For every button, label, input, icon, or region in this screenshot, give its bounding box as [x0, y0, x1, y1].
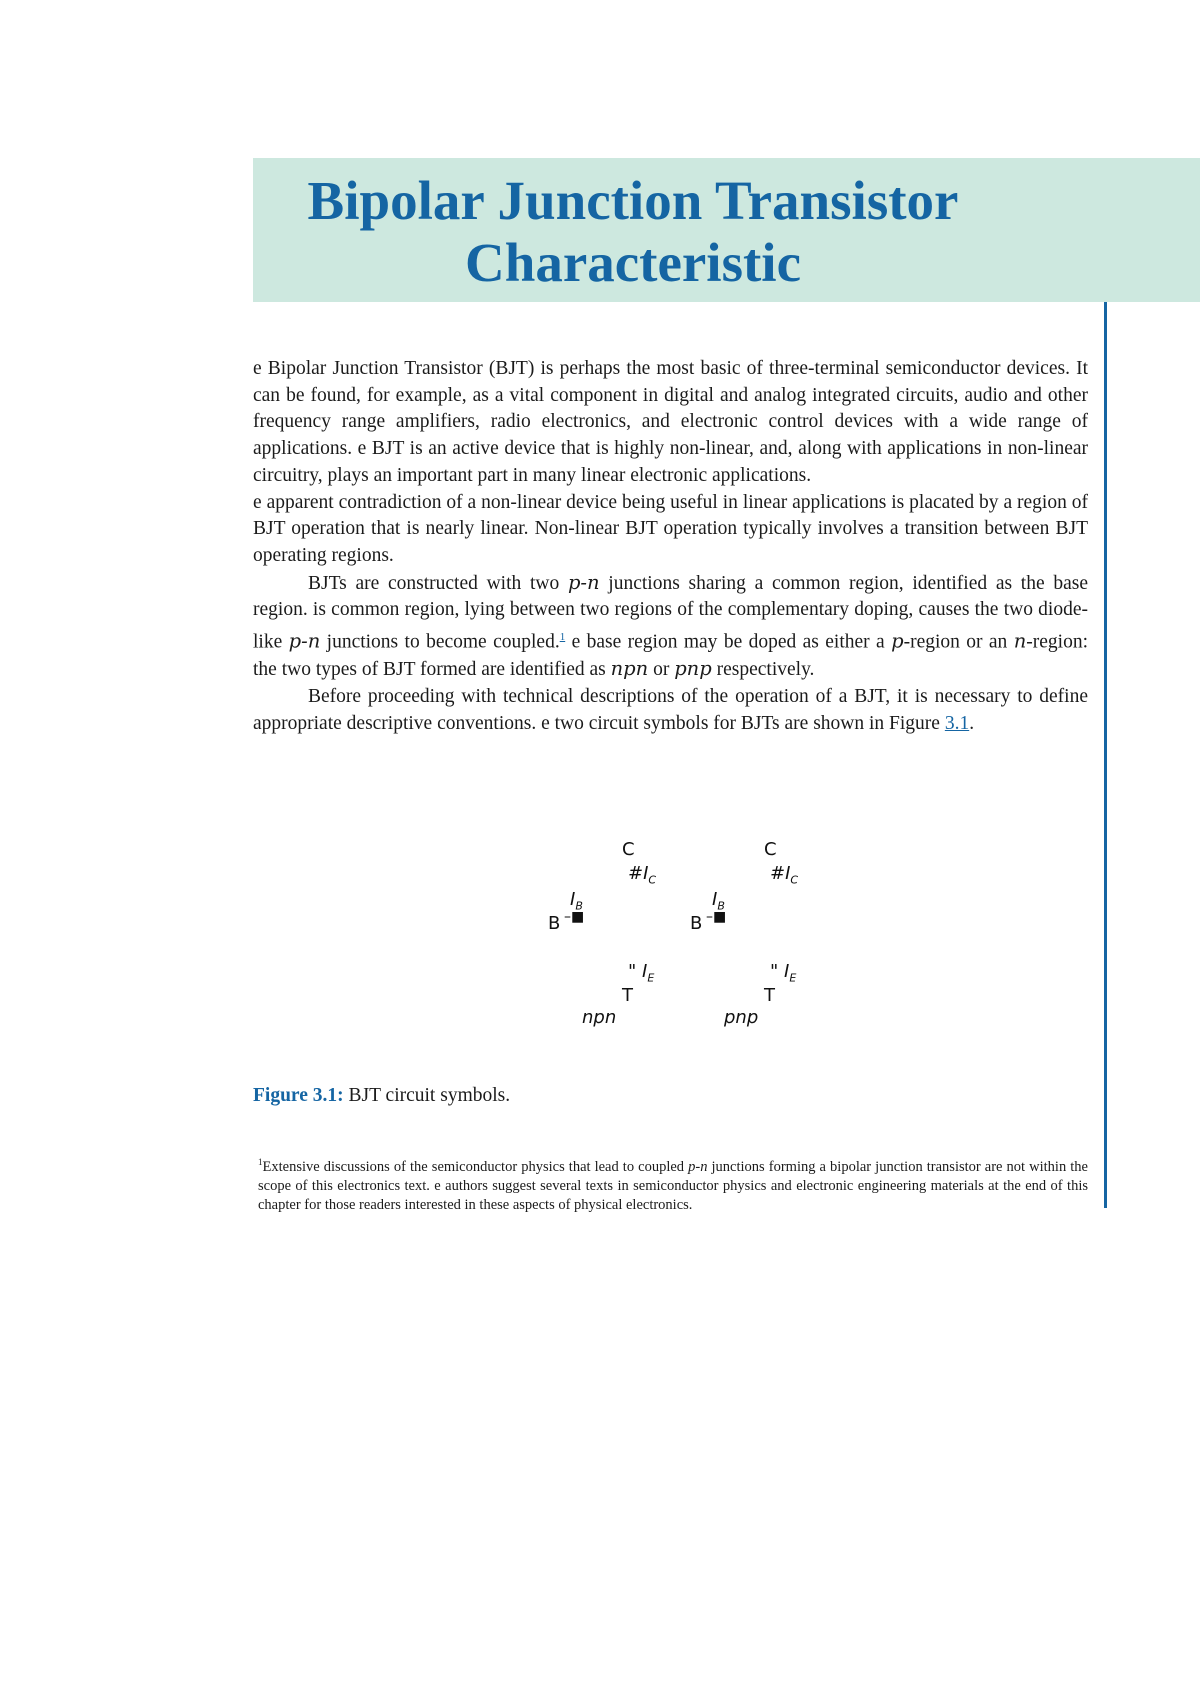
page-title — [253, 170, 1013, 294]
pnp-emitter-label: T — [764, 985, 775, 1006]
npn-type-label: npn — [582, 1007, 617, 1028]
figure-caption — [253, 1084, 510, 1108]
text-run: junctions sharing a common region, identified as the base region. is common region, lying between two regions of the complementary doping, causes the two diode-like — [253, 572, 1088, 653]
text-run: or — [648, 659, 675, 681]
text-run: . — [969, 712, 975, 734]
current-subscript: E — [647, 971, 655, 985]
current-subscript: B — [717, 899, 725, 913]
text-run: -region: the two types of BJT formed are identified as — [253, 631, 1088, 681]
caption-text: BJT circuit symbols. — [343, 1085, 511, 1106]
caption-label: Figure 3.1: — [253, 1085, 344, 1106]
math-pn: p-n — [688, 1158, 708, 1175]
pnp-type-label: pnp — [724, 1007, 759, 1028]
math-npn: npn — [610, 657, 649, 681]
math-pnp: pnp — [674, 657, 712, 681]
text-run: Before proceeding with technical descriptions of the operation of a BJT, it is necessary to define appropriate descriptive conventions. e two circuit symbols for BJTs are shown in Figure — [253, 685, 1088, 734]
footnote-reference-link[interactable]: 1 — [559, 631, 566, 644]
figure-reference-link[interactable]: 3.1 — [944, 712, 970, 734]
current-symbol: I — [570, 889, 576, 910]
current-symbol: #I — [770, 863, 791, 884]
paragraph-4 — [253, 684, 1088, 737]
pnp-collector-current — [770, 864, 798, 891]
npn-collector-label: C — [622, 839, 635, 860]
text-run: Extensive discussions of the semiconductor physics that lead to coupled — [262, 1158, 689, 1175]
footnote — [258, 1153, 1088, 1215]
current-subscript: C — [790, 873, 799, 887]
current-subscript: E — [789, 971, 797, 985]
math-pn: p-n — [567, 570, 600, 594]
current-subscript: C — [648, 873, 657, 887]
npn-base-label: B — [548, 913, 561, 934]
text-run: e base region may be doped as either a — [565, 631, 892, 653]
npn-collector-current — [628, 864, 656, 891]
text-run: BJTs are constructed with two — [308, 572, 568, 594]
current-subscript: B — [575, 899, 583, 913]
math-p: p — [891, 629, 904, 653]
current-symbol: I — [712, 889, 718, 910]
title-line-1: Bipolar Junction Transistor — [307, 170, 959, 231]
text-run: -region or an — [903, 631, 1014, 653]
npn-base-arrow: –■ — [564, 909, 585, 925]
current-symbol: #I — [628, 863, 649, 884]
text-run: junctions forming a bipolar junction transistor are not within the scope of this electronics text. e authors suggest several texts in semiconductor physics and electronic engineering materials at the end of this chapter for those readers interested in these aspects of physical electronics. — [258, 1158, 1088, 1213]
margin-rule — [1104, 302, 1107, 1208]
paragraph-1: e Bipolar Junction Transistor (BJT) is perhaps the most basic of three-terminal semiconductor devices. It can be found, for example, as a vital component in digital and analog integrated circuits, audio and other frequency range amplifiers, radio electronics, and electronic control devices with a wide range of applications. e BJT is an active device that is highly non-linear, and, along with applications in non-linear circuitry, plays an important part in many linear electronic applications. — [253, 358, 1088, 486]
paragraph-3 — [253, 570, 1088, 684]
pnp-collector-label: C — [764, 839, 777, 860]
text-run: respectively. — [711, 659, 815, 681]
pnp-base-arrow: –■ — [706, 909, 727, 925]
current-symbol: " I — [770, 961, 790, 982]
body-text — [253, 356, 1088, 737]
title-line-2: Characteristic — [465, 232, 801, 293]
bjt-symbols-figure — [540, 840, 840, 1040]
math-n: n — [1013, 629, 1027, 653]
paragraph-2: e apparent contradiction of a non-linear device being useful in linear applications is placated by a region of BJT operation that is nearly linear. Non-linear BJT operation typically involves a transition between BJT operating regions. — [253, 491, 1088, 566]
math-pn: p-n — [288, 629, 321, 653]
npn-emitter-label: T — [622, 985, 633, 1006]
current-symbol: " I — [628, 961, 648, 982]
footnote-mark: 1 — [258, 1157, 263, 1167]
text-run: junctions to become coupled. — [320, 631, 560, 653]
pnp-base-label: B — [690, 913, 703, 934]
